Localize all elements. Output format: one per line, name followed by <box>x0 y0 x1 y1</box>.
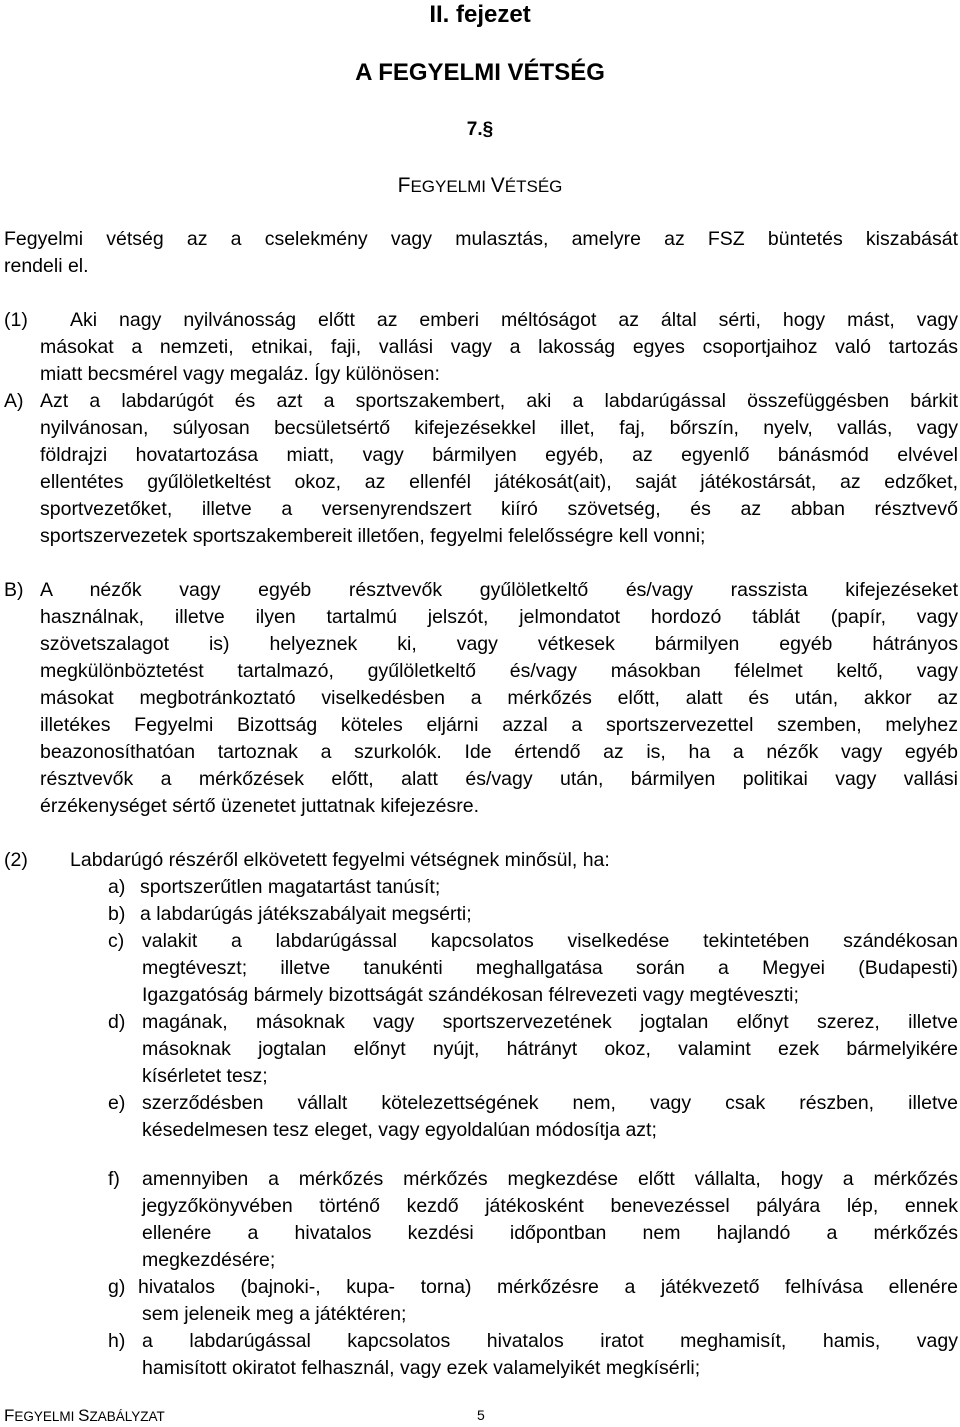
subitem-label: h) <box>108 1330 126 1352</box>
paragraph-line: másokat a nemzeti, etnikai, faji, vallási vagy a lakosság egyes csoportjaihoz való tartozás <box>40 336 958 358</box>
paragraph-line: miatt becsmérel vagy megaláz. Így különösen: <box>40 363 440 385</box>
subitem-line: megtéveszt; illetve tanukénti meghallgatása során a Megyei (Budapesti) <box>142 957 958 979</box>
intro-line: rendeli el. <box>4 255 89 277</box>
subitem-label: f) <box>108 1168 120 1190</box>
item-line: sportszervezetek sportszakembereit illetően, fegyelmi felelősségre kell vonni; <box>40 525 706 547</box>
subitem-line: a labdarúgással kapcsolatos hivatalos iratot meghamisít, hamis, vagy <box>142 1330 958 1352</box>
subitem-line: magának, másoknak vagy sportszervezetének jogtalan előnyt szerez, illetve <box>142 1011 958 1033</box>
subitem-line: valakit a labdarúgással kapcsolatos viselkedése tekintetében szándékosan <box>142 930 958 952</box>
subitem-line: másoknak jogtalan előnyt nyújt, hátrányt okoz, valamint ezek bármelyikére <box>142 1038 958 1060</box>
subitem-line: szerződésben vállalt kötelezettségének nem, vagy csak részben, illetve <box>142 1092 958 1114</box>
subitem-label: c) <box>108 930 125 952</box>
subitem-line: sem jeleneik meg a játéktéren; <box>142 1303 407 1325</box>
subitem-label: g) <box>108 1276 126 1298</box>
item-line: beazonosíthatóan tartoznak a szurkolók. Ide értendő az is, ha a nézők vagy egyéb <box>40 741 958 763</box>
subitem-line: hivatalos (bajnoki-, kupa- torna) mérkőzésre a játékvezető felhívása ellenére <box>138 1276 958 1298</box>
item-label: A) <box>4 390 24 412</box>
item-line: résztvevők a mérkőzések előtt, alatt és/vagy után, bármilyen politikai vagy vallási <box>40 768 958 790</box>
page-number: 5 <box>477 1407 485 1423</box>
footer-document-title: FEGYELMI SZABÁLYZAT <box>4 1406 165 1425</box>
subitem-label: a) <box>108 876 126 898</box>
subitem-line: kísérletet tesz; <box>142 1065 268 1087</box>
section-sign-icon: § <box>482 119 494 140</box>
subitem-label: e) <box>108 1092 126 1114</box>
paragraph-line: Aki nagy nyilvánosság előtt az emberi méltóságot az által sérti, hogy mást, vagy <box>70 309 958 331</box>
paragraph-number: (2) <box>4 849 28 871</box>
section-title: FEGYELMI VÉTSÉG <box>397 174 563 197</box>
subitem-line: jegyzőkönyvében történő kezdő játékosként benevezéssel pályára lép, ennek <box>142 1195 958 1217</box>
item-line: ellentétes gyűlöletkeltést okoz, az ellenfél játékosát(ait), saját játékostársát, az edzőket, <box>40 471 958 493</box>
item-line: illetékes Fegyelmi Bizottság köteles eljárni azzal a sportszervezettel szemben, melyhez <box>40 714 958 736</box>
item-line: sportvezetőket, illetve a versenyrendszert kiíró szövetség, és az abban résztvevő <box>40 498 958 520</box>
subitem-line: a labdarúgás játékszabályait megsérti; <box>140 903 472 925</box>
subitem-line: amennyiben a mérkőzés mérkőzés megkezdése előtt vállalta, hogy a mérkőzés <box>142 1168 958 1190</box>
item-line: érzékenységet sértő üzenetet juttatnak kifejezésre. <box>40 795 479 817</box>
item-line: A nézők vagy egyéb résztvevők gyűlöletkeltő és/vagy rasszista kifejezéseket <box>40 579 958 601</box>
subitem-line: hamisított okiratot felhasznál, vagy ezek valamelyikét megkísérli; <box>142 1357 701 1379</box>
subitem-line: késedelmesen tesz eleget, vagy egyoldalúan módosítja azt; <box>142 1119 657 1141</box>
intro-line: Fegyelmi vétség az a cselekmény vagy mulasztás, amelyre az FSZ büntetés kiszabását <box>4 228 958 250</box>
subitem-line: sportszerűtlen magatartást tanúsít; <box>140 876 441 898</box>
section-number <box>0 117 960 143</box>
item-line: másokat megbotránkoztató viselkedésben a mérkőzés előtt, alatt és után, akkor az <box>40 687 958 709</box>
subitem-line: ellenére a hivatalos kezdési időpontban nem hajlandó a mérkőzés <box>142 1222 958 1244</box>
section-number-text: 7. <box>466 119 483 140</box>
subitem-label: b) <box>108 903 126 925</box>
chapter-title: A FEGYELMI VÉTSÉG <box>355 59 605 86</box>
subitem-label: d) <box>108 1011 126 1033</box>
item-line: Azt a labdarúgót és azt a sportszakembert, aki a labdarúgással összefüggésben bárkit <box>40 390 958 412</box>
chapter-heading: II. fejezet <box>429 1 531 28</box>
item-line: használnak, illetve ilyen tartalmú jelszót, jelmondatot hordozó táblát (papír, vagy <box>40 606 958 628</box>
item-line: szövetszalagot is) helyeznek ki, vagy vétkesek bármilyen egyéb hátrányos <box>40 633 958 655</box>
item-line: földrajzi hovatartozása miatt, vagy bármilyen egyéb, az egyenlő bánásmód elvével <box>40 444 958 466</box>
paragraph-number: (1) <box>4 309 28 331</box>
item-line: megkülönböztetést tartalmazó, gyűlöletkeltő és/vagy másokban félelmet keltő, vagy <box>40 660 958 682</box>
item-label: B) <box>4 579 24 601</box>
subitem-line: Igazgatóság bármely bizottságát szándékosan félrevezeti vagy megtéveszti; <box>142 984 799 1006</box>
paragraph-line: Labdarúgó részéről elkövetett fegyelmi vétségnek minősül, ha: <box>70 849 610 871</box>
subitem-line: megkezdésére; <box>142 1249 276 1271</box>
item-line: nyilvánosan, súlyosan becsületsértő kifejezésekkel illet, faj, bőrszín, nyelv, vallás, vagy <box>40 417 958 439</box>
